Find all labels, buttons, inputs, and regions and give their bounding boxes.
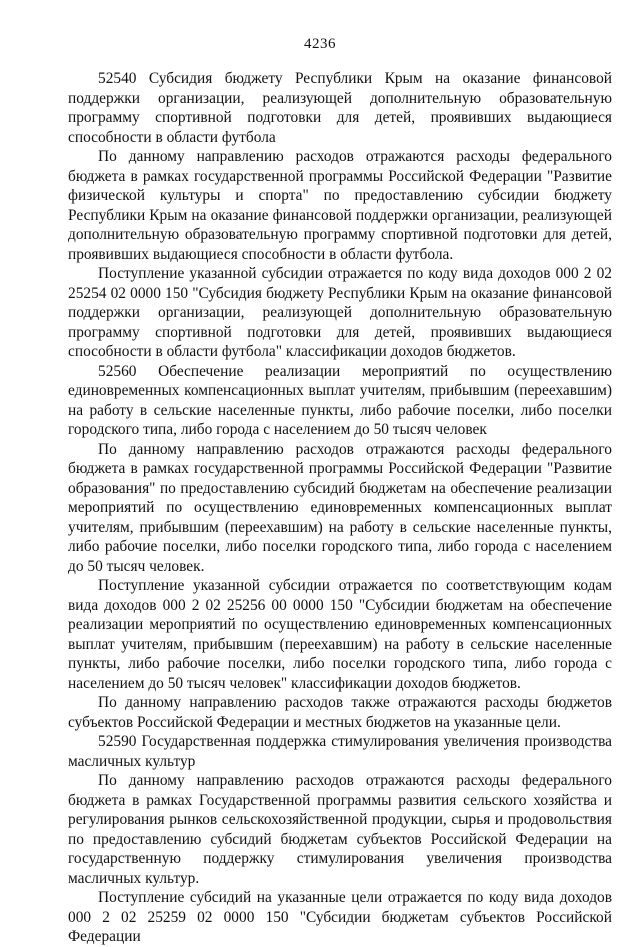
paragraph: Поступление указанной субсидии отражается по соответствующим кодам вида доходов 000 2 02 25256 00 0000 150 "Субсидии бюджетам на обеспечение реализации мероприятий по осуществлению единовременных компенсационных выплат учителям, прибывшим (переехавшим) на работу в сельские населенные пункты, либо рабочие поселки, либо поселки городского типа, либо города с населением до 50 тысяч человек" классификации доходов бюджетов.	[68, 577, 612, 692]
document-body	[68, 69, 612, 947]
section-heading-52540: 52540 Субсидия бюджету Республики Крым на оказание финансовой поддержки организации, реализующей дополнительную образовательную программу спортивной подготовки для детей, проявивших выдающиеся способности в области футбола	[68, 70, 612, 146]
section-heading-52560: 52560 Обеспечение реализации мероприятий по осуществлению единовременных компенсационных выплат учителям, прибывшим (переехавшим) на работу в сельские населенные пункты, либо рабочие поселки, либо поселки городского типа, либо города с населением до 50 тысяч человек	[68, 362, 612, 438]
paragraph: Поступление субсидий на указанные цели отражается по коду вида доходов 000 2 02 25259 02 0000 150 "Субсидии бюджетам субъектов Российской Федерации	[68, 889, 612, 945]
page-number: 4236	[304, 36, 336, 52]
paragraph: По данному направлению расходов также отражаются расходы бюджетов субъектов Российской Федерации и местных бюджетов на указанные цели.	[68, 694, 612, 731]
paragraph: По данному направлению расходов отражаются расходы федерального бюджета в рамках государственной программы Российской Федерации "Развитие физической культуры и спорта" по предоставлению субсидии бюджету Республики Крым на оказание финансовой поддержки организации, реализующей дополнительную образовательную программу спортивной подготовки для детей, проявивших выдающиеся способности в области футбола.	[68, 148, 612, 263]
paragraph: Поступление указанной субсидии отражается по коду вида доходов 000 2 02 25254 02 0000 150 "Субсидия бюджету Республики Крым на оказание финансовой поддержки организации, реализующей дополнительную образовательную программу спортивной подготовки для детей, проявивших выдающиеся способности в области футбола" классификации доходов бюджетов.	[68, 265, 612, 360]
paragraph: По данному направлению расходов отражаются расходы федерального бюджета в рамках государственной программы Российской Федерации "Развитие образования" по предоставлению субсидий бюджетам на обеспечение реализации мероприятий по осуществлению единовременных компенсационных выплат учителям, прибывшим (переехавшим) на работу в сельские населенные пункты, либо рабочие поселки, либо поселки городского типа, либо города с населением до 50 тысяч человек.	[68, 440, 612, 575]
section-heading-52590: 52590 Государственная поддержка стимулирования увеличения производства масличных культур	[68, 733, 612, 770]
paragraph: По данному направлению расходов отражаются расходы федерального бюджета в рамках Государственной программы развития сельского хозяйства и регулирования рынков сельскохозяйственной продукции, сырья и продовольствия по предоставлению субсидий бюджетам субъектов Российской Федерации на государственную поддержку стимулирования увеличения производства масличных культур.	[68, 772, 612, 887]
